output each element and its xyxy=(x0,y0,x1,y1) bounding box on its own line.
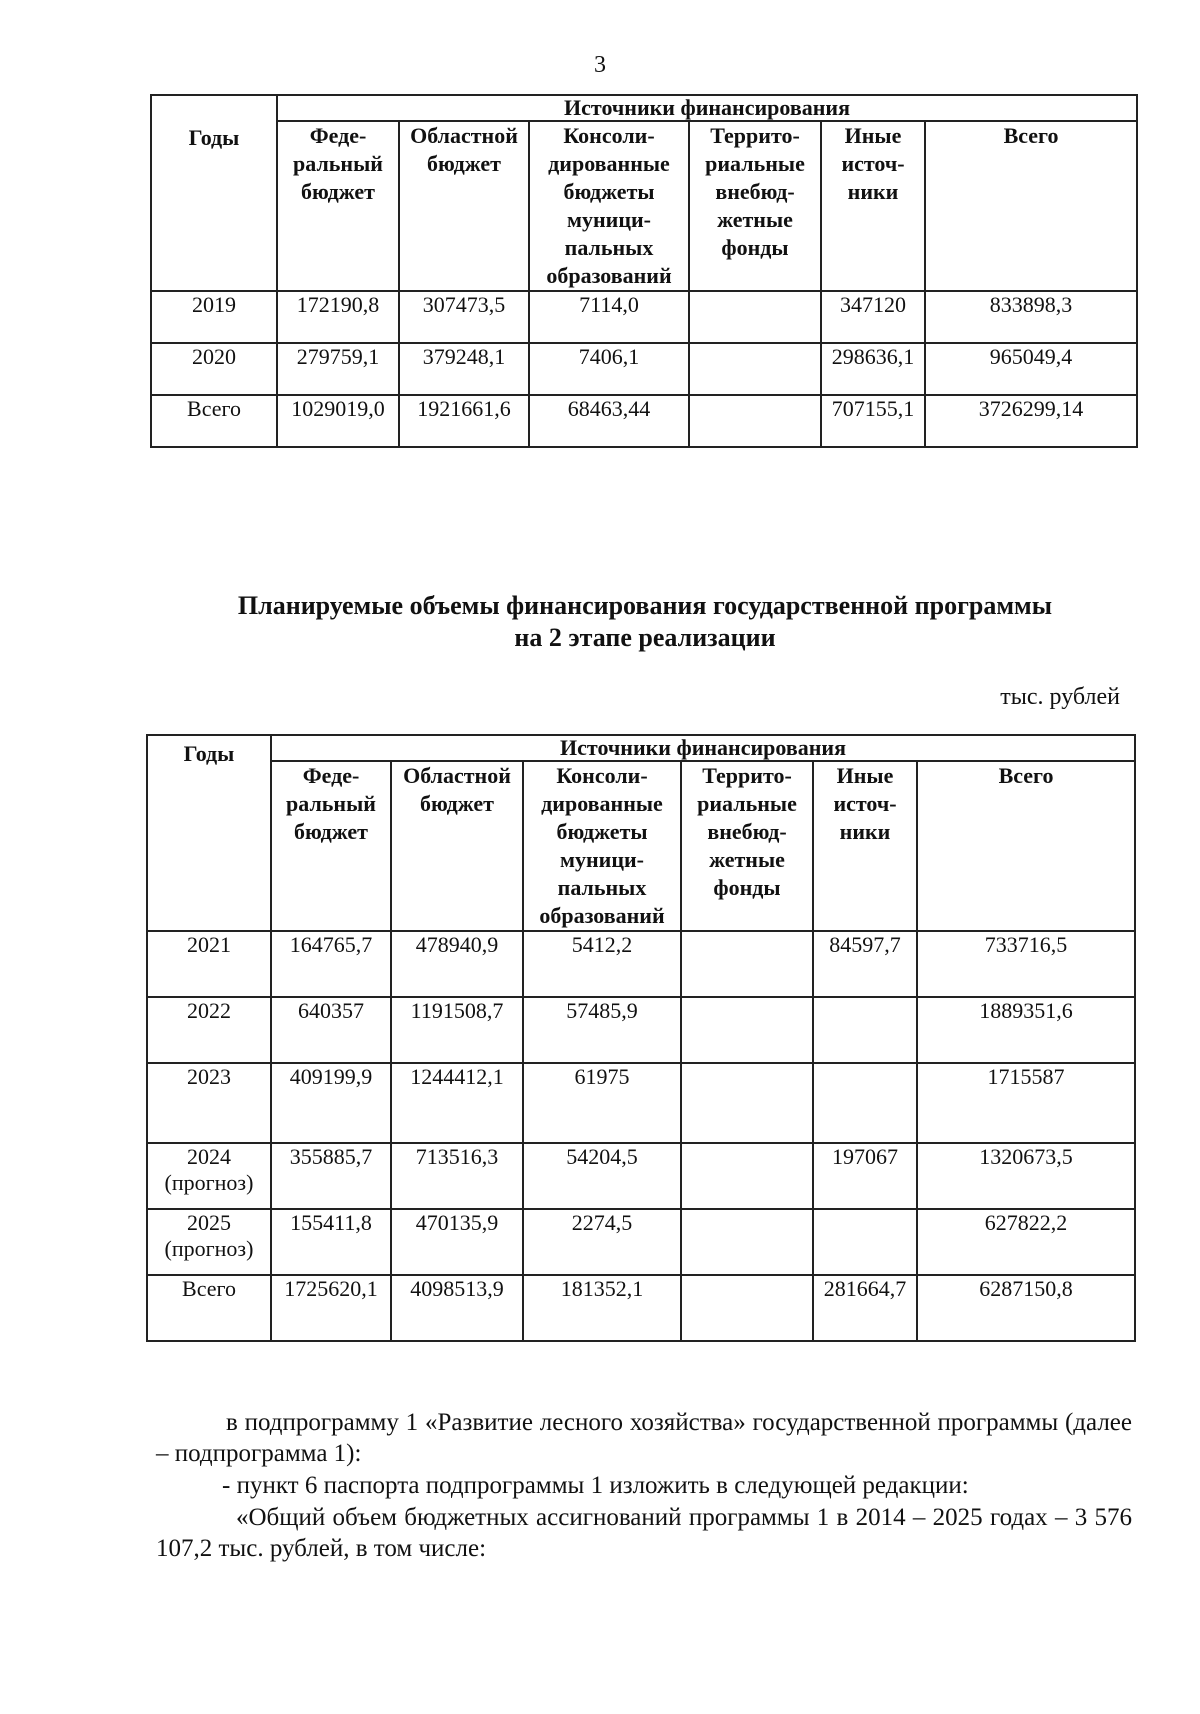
municipal-cell: 181352,1 xyxy=(523,1275,681,1341)
header-federal-budget: Феде- ральный бюджет xyxy=(271,761,391,931)
territorial-cell xyxy=(681,1209,813,1275)
year-cell: 2019 xyxy=(151,291,277,343)
municipal-cell: 7114,0 xyxy=(529,291,689,343)
other-sources-cell xyxy=(813,1209,917,1275)
other-sources-cell: 347120 xyxy=(821,291,925,343)
year-cell: 2021 xyxy=(147,931,271,997)
federal-cell: 640357 xyxy=(271,997,391,1063)
municipal-cell: 54204,5 xyxy=(523,1143,681,1209)
total-cell: 1320673,5 xyxy=(917,1143,1135,1209)
table-row xyxy=(147,1275,1135,1341)
other-sources-cell: 298636,1 xyxy=(821,343,925,395)
regional-cell: 379248,1 xyxy=(399,343,529,395)
table-row xyxy=(151,343,1137,395)
federal-cell: 172190,8 xyxy=(277,291,399,343)
municipal-cell: 7406,1 xyxy=(529,343,689,395)
table-row xyxy=(151,395,1137,447)
year-cell: 2023 xyxy=(147,1063,271,1143)
municipal-cell: 57485,9 xyxy=(523,997,681,1063)
header-federal-budget: Феде- ральный бюджет xyxy=(277,121,399,291)
other-sources-cell xyxy=(813,1063,917,1143)
regional-cell: 1191508,7 xyxy=(391,997,523,1063)
header-regional-budget: Областной бюджет xyxy=(399,121,529,291)
header-years: Годы xyxy=(147,735,271,931)
federal-cell: 355885,7 xyxy=(271,1143,391,1209)
other-sources-cell: 84597,7 xyxy=(813,931,917,997)
territorial-cell xyxy=(681,1063,813,1143)
total-cell: 733716,5 xyxy=(917,931,1135,997)
table-row xyxy=(147,931,1135,997)
municipal-cell: 61975 xyxy=(523,1063,681,1143)
paragraph-item-6: - пункт 6 паспорта подпрограммы 1 изложить в следующей редакции: xyxy=(222,1472,969,1499)
table-row xyxy=(147,1209,1135,1275)
section-heading xyxy=(0,590,1200,654)
header-territorial-funds: Террито- риальные внебюд- жетные фонды xyxy=(681,761,813,931)
federal-cell: 409199,9 xyxy=(271,1063,391,1143)
other-sources-cell: 707155,1 xyxy=(821,395,925,447)
federal-cell: 279759,1 xyxy=(277,343,399,395)
total-cell: 627822,2 xyxy=(917,1209,1135,1275)
year-cell: Всего xyxy=(151,395,277,447)
header-financing-sources: Источники финансирования xyxy=(277,95,1137,121)
header-other-sources: Иные источ- ники xyxy=(813,761,917,931)
territorial-cell xyxy=(681,931,813,997)
total-cell: 6287150,8 xyxy=(917,1275,1135,1341)
regional-cell: 1921661,6 xyxy=(399,395,529,447)
regional-cell: 470135,9 xyxy=(391,1209,523,1275)
header-regional-budget: Областной бюджет xyxy=(391,761,523,931)
federal-cell: 1725620,1 xyxy=(271,1275,391,1341)
table-row xyxy=(147,1063,1135,1143)
table-row xyxy=(151,291,1137,343)
total-cell: 965049,4 xyxy=(925,343,1137,395)
paragraph-total-volume: «Общий объем бюджетных ассигнований программы 1 в 2014 – 2025 годах – 3 576 107,2 тыс. рублей, в том числе: xyxy=(156,1504,1132,1562)
territorial-cell xyxy=(689,291,821,343)
federal-cell: 164765,7 xyxy=(271,931,391,997)
year-cell: 2020 xyxy=(151,343,277,395)
header-total: Всего xyxy=(925,121,1137,291)
year-cell: 2024 (прогноз) xyxy=(147,1143,271,1209)
financing-table-stage-2 xyxy=(146,734,1136,1342)
other-sources-cell: 281664,7 xyxy=(813,1275,917,1341)
header-years: Годы xyxy=(151,95,277,291)
header-other-sources: Иные источ- ники xyxy=(821,121,925,291)
header-financing-sources: Источники финансирования xyxy=(271,735,1135,761)
page-number: 3 xyxy=(594,52,606,78)
year-cell: 2025 (прогноз) xyxy=(147,1209,271,1275)
territorial-cell xyxy=(681,1275,813,1341)
territorial-cell xyxy=(689,395,821,447)
table-row xyxy=(147,997,1135,1063)
financing-table-stage-1 xyxy=(150,94,1138,448)
municipal-cell: 5412,2 xyxy=(523,931,681,997)
other-sources-cell xyxy=(813,997,917,1063)
federal-cell: 155411,8 xyxy=(271,1209,391,1275)
regional-cell: 478940,9 xyxy=(391,931,523,997)
municipal-cell: 68463,44 xyxy=(529,395,689,447)
header-municipal-budgets: Консоли- дированные бюджеты муници- пальных образований xyxy=(523,761,681,931)
territorial-cell xyxy=(681,997,813,1063)
units-label: тыс. рублей xyxy=(1000,684,1120,710)
table-row xyxy=(147,1143,1135,1209)
regional-cell: 4098513,9 xyxy=(391,1275,523,1341)
total-cell: 3726299,14 xyxy=(925,395,1137,447)
header-territorial-funds: Террито- риальные внебюд- жетные фонды xyxy=(689,121,821,291)
year-cell: 2022 xyxy=(147,997,271,1063)
total-cell: 1889351,6 xyxy=(917,997,1135,1063)
regional-cell: 713516,3 xyxy=(391,1143,523,1209)
header-total: Всего xyxy=(917,761,1135,931)
header-municipal-budgets: Консоли- дированные бюджеты муници- пальных образований xyxy=(529,121,689,291)
total-cell: 1715587 xyxy=(917,1063,1135,1143)
paragraph-subprogram: в подпрограмму 1 «Развитие лесного хозяйства» государственной программы (далее – подпрограмма 1): xyxy=(156,1409,1132,1467)
regional-cell: 1244412,1 xyxy=(391,1063,523,1143)
year-cell: Всего xyxy=(147,1275,271,1341)
heading-line-2: на 2 этапе реализации xyxy=(514,623,776,652)
total-cell: 833898,3 xyxy=(925,291,1137,343)
municipal-cell: 2274,5 xyxy=(523,1209,681,1275)
other-sources-cell: 197067 xyxy=(813,1143,917,1209)
heading-line-1: Планируемые объемы финансирования государственной программы xyxy=(237,591,1053,620)
territorial-cell xyxy=(689,343,821,395)
territorial-cell xyxy=(681,1143,813,1209)
regional-cell: 307473,5 xyxy=(399,291,529,343)
federal-cell: 1029019,0 xyxy=(277,395,399,447)
